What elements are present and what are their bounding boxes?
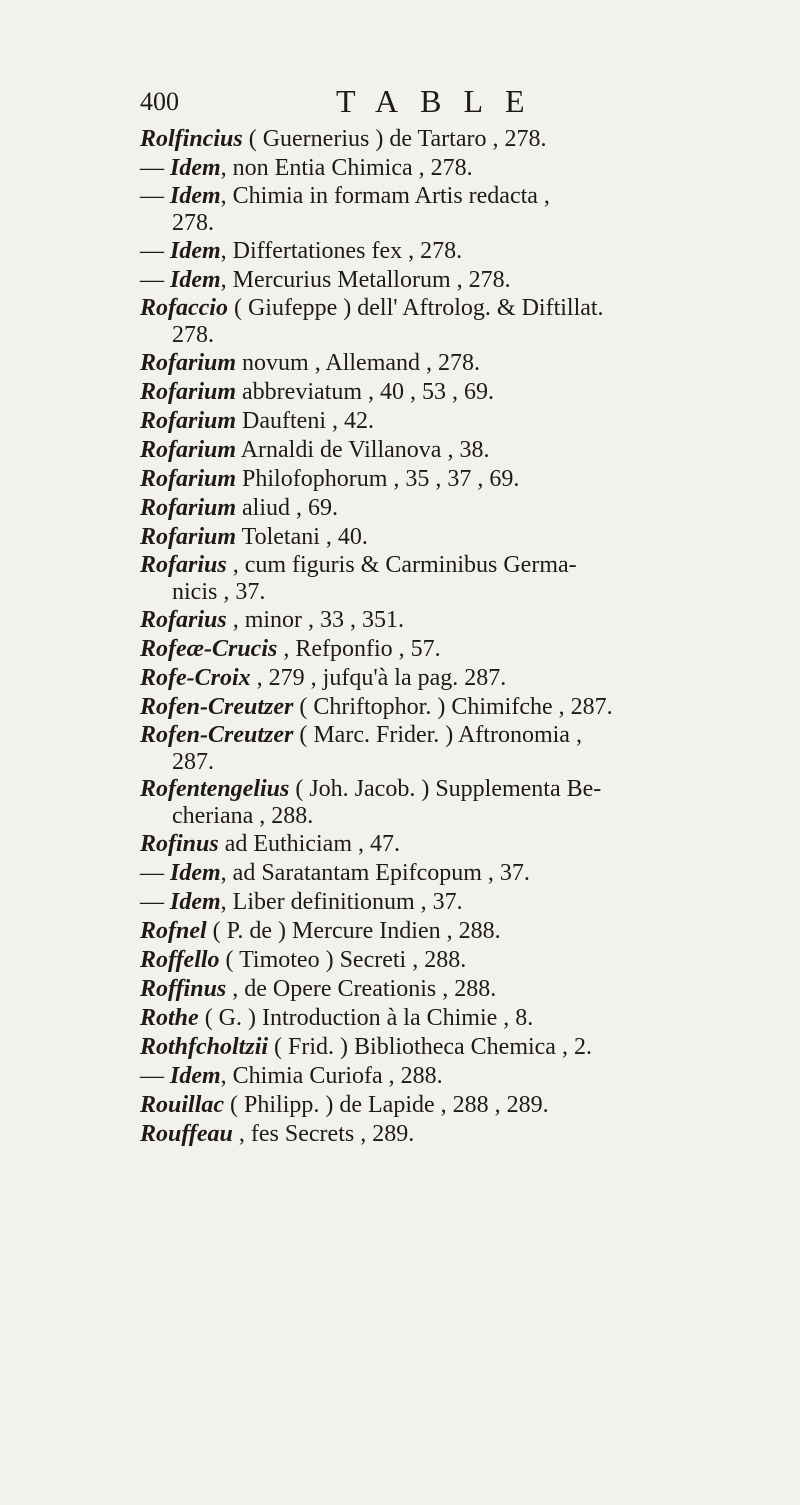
entry-name: Idem: [170, 183, 221, 209]
entry-continuation: cheriana , 288.: [172, 803, 314, 829]
entry-continuation: 278.: [172, 322, 214, 348]
entry-name: Rofarium: [140, 495, 237, 521]
index-entry: [140, 776, 660, 830]
entry-heading: [140, 495, 236, 521]
entry-name: Rolfincius: [140, 126, 243, 152]
entry-text: , Mercurius Metallorum , 278.: [220, 267, 511, 293]
entry-name: Rofarium: [140, 379, 237, 405]
entry-name: Idem: [170, 860, 221, 886]
entry-heading: [140, 860, 221, 886]
index-entry: [140, 859, 660, 888]
entry-heading: [140, 1034, 268, 1060]
entry-heading: [140, 408, 236, 434]
entry-name: Idem: [170, 155, 221, 181]
entry-name: Rofarius: [140, 552, 227, 578]
entry-text: ad Euthiciam , 47.: [218, 831, 400, 857]
index-entry: [140, 407, 660, 436]
index-entry: [140, 183, 660, 237]
entry-text: , non Entia Chimica , 278.: [220, 155, 473, 181]
entry-heading: [140, 1063, 221, 1089]
entry-name: Rofarius: [140, 607, 227, 633]
ditto-dash: —: [140, 1063, 170, 1089]
entry-heading: [140, 918, 207, 944]
ditto-dash: —: [140, 889, 170, 915]
entry-heading: [140, 831, 219, 857]
entry-name: Rouillac: [140, 1092, 225, 1118]
index-entry: [140, 494, 660, 523]
entry-text: , Differtationes fex , 278.: [220, 238, 463, 264]
entry-heading: [140, 267, 221, 293]
index-entry: [140, 154, 660, 183]
entry-name: Idem: [170, 1063, 221, 1089]
entry-text: aliud , 69.: [236, 495, 339, 521]
index-entry: [140, 523, 660, 552]
index-entry: [140, 266, 660, 295]
entry-heading: [140, 694, 293, 720]
page-header: [140, 85, 660, 125]
index-entries: [140, 125, 660, 1149]
entry-name: Idem: [170, 889, 221, 915]
entry-heading: [140, 295, 228, 321]
running-title: TABLE: [336, 83, 547, 119]
entry-heading: [140, 437, 236, 463]
index-entry: [140, 946, 660, 975]
entry-heading: [140, 1121, 233, 1147]
index-entry: [140, 693, 660, 722]
ditto-dash: —: [140, 267, 170, 293]
entry-text: Arnaldi de Villanova , 38.: [236, 437, 490, 463]
entry-heading: [140, 976, 226, 1002]
entry-heading: [140, 238, 221, 264]
index-entry: [140, 664, 660, 693]
entry-text: ( Timoteo ) Secreti , 288.: [219, 947, 467, 973]
entry-text: ( Frid. ) Bibliotheca Chemica , 2.: [268, 1034, 592, 1060]
index-entry: [140, 606, 660, 635]
entry-continuation: 287.: [172, 749, 214, 775]
index-entry: [140, 125, 660, 154]
entry-name: Rofeæ-Crucis: [140, 636, 278, 662]
ditto-dash: —: [140, 155, 170, 181]
entry-continuation: 278.: [172, 210, 214, 236]
entry-heading: [140, 466, 236, 492]
entry-text: ( P. de ) Mercure Indien , 288.: [206, 918, 501, 944]
entry-heading: [140, 947, 220, 973]
entry-text: , de Opere Creationis , 288.: [226, 976, 497, 1002]
entry-text: , minor , 33 , 351.: [226, 607, 405, 633]
index-entry: [140, 1062, 660, 1091]
entry-text: , Chimia in formam Artis redacta ,: [220, 183, 550, 209]
page-number: 400: [140, 87, 179, 116]
entry-name: Idem: [170, 238, 221, 264]
index-entry: [140, 378, 660, 407]
entry-name: Rofen-Creutzer: [140, 694, 294, 720]
entry-name: Rofnel: [140, 918, 207, 944]
entry-name: Rothfcholtzii: [140, 1034, 269, 1060]
ditto-dash: —: [140, 860, 170, 886]
entry-name: Rofentengelius: [140, 776, 290, 802]
entry-heading: [140, 155, 221, 181]
entry-text: , Refponfio , 57.: [277, 636, 441, 662]
entry-name: Rofarium: [140, 524, 237, 550]
index-entry: [140, 237, 660, 266]
entry-heading: [140, 552, 227, 578]
entry-name: Roffello: [140, 947, 220, 973]
entry-heading: [140, 126, 243, 152]
entry-heading: [140, 183, 221, 209]
index-entry: [140, 1004, 660, 1033]
ditto-dash: —: [140, 183, 170, 209]
entry-text: , fes Secrets , 289.: [232, 1121, 415, 1147]
index-entry: [140, 349, 660, 378]
entry-text: Toletani , 40.: [236, 524, 368, 550]
index-entry: [140, 1033, 660, 1062]
index-entry: [140, 465, 660, 494]
entry-name: Rofarium: [140, 350, 237, 376]
entry-text: Philofophorum , 35 , 37 , 69.: [236, 466, 520, 492]
entry-text: , Liber definitionum , 37.: [220, 889, 463, 915]
entry-text: novum , Allemand , 278.: [236, 350, 481, 376]
entry-text: , ad Saratantam Epifcopum , 37.: [220, 860, 530, 886]
entry-name: Rofe-Croix: [140, 665, 251, 691]
entry-text: ( G. ) Introduction à la Chimie , 8.: [198, 1005, 534, 1031]
index-entry: [140, 552, 660, 606]
entry-heading: [140, 379, 236, 405]
entry-name: Rofarium: [140, 408, 237, 434]
entry-text: ( Marc. Frider. ) Aftronomia ,: [293, 722, 582, 748]
index-entry: [140, 1091, 660, 1120]
index-entry: [140, 436, 660, 465]
ditto-dash: —: [140, 238, 170, 264]
entry-heading: [140, 1005, 199, 1031]
entry-text: , Chimia Curiofa , 288.: [220, 1063, 443, 1089]
entry-name: Rofarium: [140, 437, 237, 463]
index-entry: [140, 888, 660, 917]
index-entry: [140, 975, 660, 1004]
entry-heading: [140, 776, 289, 802]
index-entry: [140, 722, 660, 776]
entry-heading: [140, 889, 221, 915]
entry-heading: [140, 607, 227, 633]
entry-heading: [140, 350, 236, 376]
entry-name: Rouffeau: [140, 1121, 233, 1147]
entry-text: ( Joh. Jacob. ) Supplementa Be-: [289, 776, 602, 802]
entry-name: Rothe: [140, 1005, 199, 1031]
entry-text: abbreviatum , 40 , 53 , 69.: [236, 379, 494, 405]
entry-heading: [140, 722, 293, 748]
entry-name: Rofaccio: [140, 295, 228, 321]
entry-heading: [140, 665, 251, 691]
entry-name: Rofen-Creutzer: [140, 722, 294, 748]
index-entry: [140, 1120, 660, 1149]
entry-text: ( Guernerius ) de Tartaro , 278.: [242, 126, 547, 152]
entry-text: ( Giufeppe ) dell' Aftrolog. & Diftillat.: [227, 295, 604, 321]
entry-name: Rofarium: [140, 466, 237, 492]
entry-heading: [140, 524, 236, 550]
index-entry: [140, 830, 660, 859]
entry-text: ( Chriftophor. ) Chimifche , 287.: [293, 694, 613, 720]
entry-name: Rofinus: [140, 831, 219, 857]
index-entry: [140, 917, 660, 946]
entry-text: , cum figuris & Carminibus Germa-: [226, 552, 577, 578]
index-entry: [140, 295, 660, 349]
entry-heading: [140, 1092, 224, 1118]
entry-text: , 279 , jufqu'à la pag. 287.: [250, 665, 507, 691]
entry-name: Idem: [170, 267, 221, 293]
entry-text: ( Philipp. ) de Lapide , 288 , 289.: [224, 1092, 549, 1118]
entry-name: Roffinus: [140, 976, 227, 1002]
entry-text: Daufteni , 42.: [236, 408, 374, 434]
entry-continuation: nicis , 37.: [172, 579, 266, 605]
entry-heading: [140, 636, 277, 662]
index-entry: [140, 635, 660, 664]
